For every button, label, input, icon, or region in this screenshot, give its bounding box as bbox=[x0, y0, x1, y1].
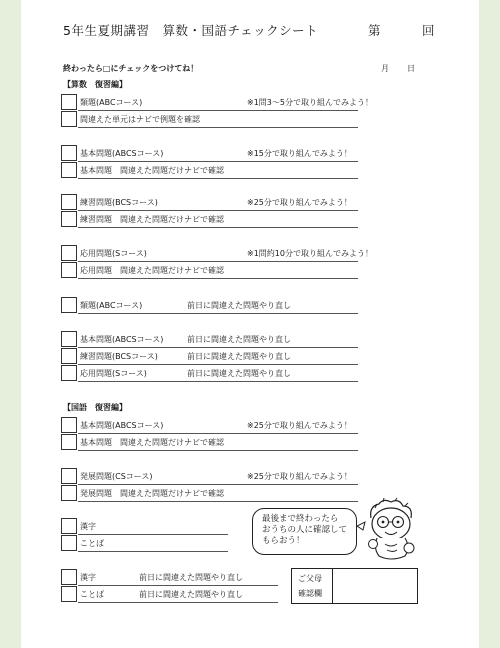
task-label: ことば bbox=[80, 590, 104, 599]
task-label: 発展問題(CSコース) bbox=[80, 472, 153, 481]
task-label: 類題(ABCコース) bbox=[80, 301, 143, 310]
bubble-line: もらおう！ bbox=[262, 536, 305, 546]
bubble-line: おうちの人に確認して bbox=[262, 525, 348, 535]
task-label: ことば bbox=[80, 539, 104, 548]
underline bbox=[78, 127, 358, 128]
underline bbox=[78, 161, 358, 162]
underline bbox=[78, 261, 358, 262]
japanese-heading: 【国語 復習編】 bbox=[63, 403, 127, 412]
math-heading: 【算数 復習編】 bbox=[63, 80, 127, 89]
underline bbox=[78, 278, 358, 279]
checkbox[interactable] bbox=[61, 586, 77, 602]
task-label: 基本問題(ABCSコース) bbox=[80, 149, 164, 158]
task-label: 類題(ABCコース) bbox=[80, 98, 143, 107]
checkbox[interactable] bbox=[61, 417, 77, 433]
character-illustration bbox=[357, 496, 429, 562]
task-label: 間違えた単元はナビで例題を確認 bbox=[80, 115, 200, 124]
day-label: 日 bbox=[407, 64, 415, 73]
underline bbox=[78, 534, 228, 535]
checkbox[interactable] bbox=[61, 348, 77, 364]
bubble-line: 最後まで終わったら bbox=[262, 514, 339, 524]
checkbox[interactable] bbox=[61, 111, 77, 127]
task-label: 基本問題 間違えた問題だけナビで確認 bbox=[80, 166, 224, 175]
task-note: ※15分で取り組んでみよう！ bbox=[247, 149, 352, 158]
underline bbox=[78, 585, 278, 586]
checkbox[interactable] bbox=[61, 365, 77, 381]
task-note: ※1問3～5分で取り組んでみよう！ bbox=[247, 98, 373, 107]
task-label: 基本問題(ABCSコース) bbox=[80, 421, 164, 430]
checkbox[interactable] bbox=[61, 331, 77, 347]
task-label: 練習問題(BCSコース) bbox=[80, 198, 158, 207]
task-label: 基本問題(ABCSコース) bbox=[80, 335, 164, 344]
checkbox[interactable] bbox=[61, 297, 77, 313]
checkbox[interactable] bbox=[61, 245, 77, 261]
underline bbox=[78, 110, 358, 111]
checkbox[interactable] bbox=[61, 94, 77, 110]
task-note: 前日に間違えた問題やり直し bbox=[187, 352, 291, 361]
page-title: 5年生夏期講習 算数・国語チェックシート bbox=[63, 23, 319, 38]
underline bbox=[78, 484, 358, 485]
underline bbox=[78, 313, 358, 314]
confirmation-label: ご父母 bbox=[298, 574, 322, 583]
checkbox[interactable] bbox=[61, 434, 77, 450]
underline bbox=[78, 602, 278, 603]
task-label: 応用問題(Sコース) bbox=[80, 249, 147, 258]
underline bbox=[78, 381, 358, 382]
underline bbox=[78, 347, 358, 348]
divider bbox=[332, 568, 333, 604]
task-label: 発展問題 間違えた問題だけナビで確認 bbox=[80, 489, 224, 498]
task-note: 前日に間違えた問題やり直し bbox=[139, 590, 243, 599]
checkbox[interactable] bbox=[61, 145, 77, 161]
task-note: 前日に間違えた問題やり直し bbox=[187, 335, 291, 344]
task-note: 前日に間違えた問題やり直し bbox=[187, 301, 291, 310]
underline bbox=[78, 433, 358, 434]
task-label: 基本問題 間違えた問題だけナビで確認 bbox=[80, 438, 224, 447]
instruction: 終わったら□にチェックをつけてね！ bbox=[63, 64, 199, 73]
task-label: 練習問題(BCSコース) bbox=[80, 352, 158, 361]
task-note: ※25分で取り組んでみよう！ bbox=[247, 198, 352, 207]
task-label: 漢字 bbox=[80, 573, 96, 582]
underline bbox=[78, 551, 228, 552]
task-label: 練習問題 間違えた問題だけナビで確認 bbox=[80, 215, 224, 224]
underline bbox=[78, 178, 358, 179]
underline bbox=[78, 364, 358, 365]
underline bbox=[78, 227, 358, 228]
underline bbox=[78, 210, 358, 211]
session-prefix: 第 bbox=[368, 23, 382, 38]
checkbox[interactable] bbox=[61, 468, 77, 484]
task-label: 漢字 bbox=[80, 522, 96, 531]
checkbox[interactable] bbox=[61, 569, 77, 585]
task-note: ※1問約10分で取り組んでみよう！ bbox=[247, 249, 373, 258]
checkbox[interactable] bbox=[61, 535, 77, 551]
task-note: 前日に間違えた問題やり直し bbox=[139, 573, 243, 582]
check-sheet bbox=[21, 0, 479, 648]
checkbox[interactable] bbox=[61, 162, 77, 178]
task-label: 応用問題 間違えた問題だけナビで確認 bbox=[80, 266, 224, 275]
checkbox[interactable] bbox=[61, 485, 77, 501]
month-label: 月 bbox=[381, 64, 389, 73]
underline bbox=[78, 450, 358, 451]
underline bbox=[78, 501, 358, 502]
checkbox[interactable] bbox=[61, 262, 77, 278]
task-note: 前日に間違えた問題やり直し bbox=[187, 369, 291, 378]
task-label: 応用問題(Sコース) bbox=[80, 369, 147, 378]
task-note: ※25分で取り組んでみよう！ bbox=[247, 421, 352, 430]
checkbox[interactable] bbox=[61, 518, 77, 534]
session-suffix: 回 bbox=[422, 23, 436, 38]
confirmation-label: 確認欄 bbox=[298, 589, 322, 598]
checkbox[interactable] bbox=[61, 211, 77, 227]
checkbox[interactable] bbox=[61, 194, 77, 210]
task-note: ※25分で取り組んでみよう！ bbox=[247, 472, 352, 481]
